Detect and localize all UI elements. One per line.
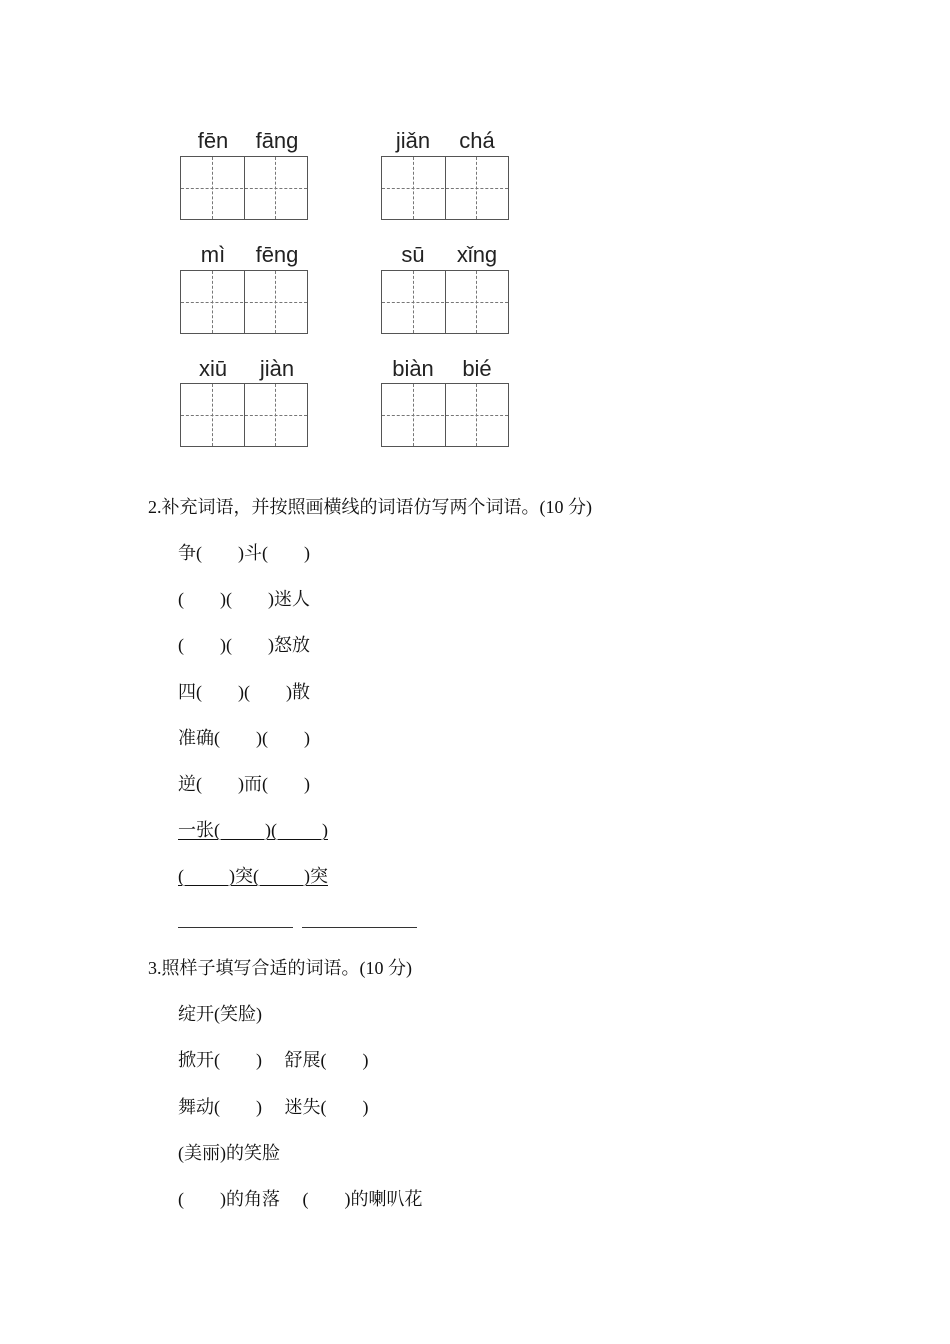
- writing-grid[interactable]: [381, 383, 509, 447]
- pinyin-syllable: xiū: [198, 356, 228, 381]
- pinyin-syllable: biàn: [392, 356, 434, 381]
- answer-blank[interactable]: [178, 927, 293, 928]
- fill-blank-line[interactable]: ( )的角落 ( )的喇叭花: [178, 1189, 423, 1209]
- fill-blank-line[interactable]: 准确( )( ): [178, 728, 310, 748]
- fill-blank-line[interactable]: 舞动( ) 迷失( ): [178, 1097, 369, 1117]
- writing-grid[interactable]: [381, 156, 509, 220]
- writing-grid[interactable]: [180, 383, 308, 447]
- pinyin-syllable: fāng: [255, 128, 299, 153]
- pinyin-syllable: xǐng: [456, 242, 498, 267]
- fill-blank-line[interactable]: 四( )( )散: [178, 682, 310, 702]
- pinyin-syllable: bié: [462, 356, 492, 381]
- question-3-title: 3.照样子填写合适的词语。(10 分): [148, 958, 412, 978]
- answer-blank[interactable]: [302, 927, 417, 928]
- fill-blank-line[interactable]: ( )( )迷人: [178, 589, 310, 609]
- pinyin-syllable: jiǎn: [395, 128, 431, 153]
- example-line: (美丽)的笑脸: [178, 1143, 280, 1163]
- fill-blank-line[interactable]: 逆( )而( ): [178, 774, 310, 794]
- writing-grid[interactable]: [180, 156, 308, 220]
- fill-blank-line[interactable]: 争( )斗( ): [178, 543, 310, 563]
- underlined-example-line[interactable]: ( )突( )突: [178, 866, 328, 886]
- pinyin-syllable: jiàn: [259, 356, 295, 381]
- pinyin-syllable: sū: [401, 242, 425, 267]
- fill-blank-line[interactable]: ( )( )怒放: [178, 635, 310, 655]
- writing-grid[interactable]: [381, 270, 509, 334]
- writing-grid[interactable]: [180, 270, 308, 334]
- pinyin-syllable: fēn: [197, 128, 229, 153]
- pinyin-syllable: chá: [459, 128, 495, 153]
- pinyin-syllable: mì: [200, 242, 226, 267]
- question-2-title: 2.补充词语，并按照画横线的词语仿写两个词语。(10 分): [148, 497, 592, 517]
- underlined-example-line[interactable]: 一张( )( ): [178, 820, 328, 840]
- example-line: 绽开(笑脸): [178, 1004, 262, 1024]
- fill-blank-line[interactable]: 掀开( ) 舒展( ): [178, 1050, 369, 1070]
- pinyin-syllable: fēng: [255, 242, 299, 267]
